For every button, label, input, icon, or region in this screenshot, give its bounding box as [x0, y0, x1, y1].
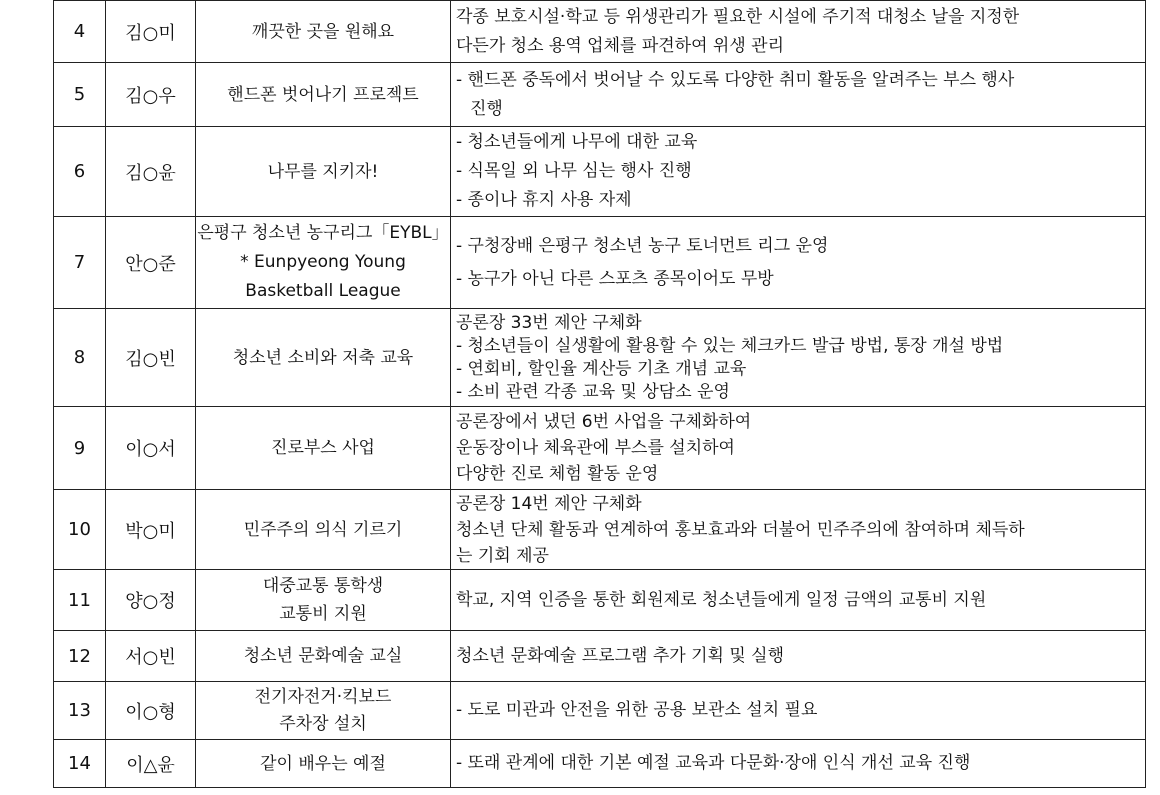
table-row [54, 490, 1146, 570]
proposal-description: - 또래 관계에 대한 기본 예절 교육과 다문화·장애 인식 개선 교육 진행 [451, 740, 1146, 788]
row-number: 12 [54, 631, 106, 682]
proposal-description: - 핸드폰 중독에서 벗어날 수 있도록 다양한 취미 활동을 알려주는 부스 행사 진행 [451, 63, 1146, 127]
table-row [54, 217, 1146, 309]
proposal-title: 은평구 청소년 농구리그「EYBL」 * Eunpyeong Young Basketball League [196, 217, 451, 309]
row-number: 7 [54, 217, 106, 309]
row-number: 10 [54, 490, 106, 570]
proposal-description: 공론장에서 냈던 6번 사업을 구체화하여 운동장이나 체육관에 부스를 설치하여 다양한 진로 체험 활동 운영 [451, 407, 1146, 490]
table-row [54, 63, 1146, 127]
row-number: 8 [54, 309, 106, 407]
proposal-table-container [53, 0, 1145, 788]
proposer-name: 양○정 [106, 570, 196, 631]
proposal-title: 같이 배우는 예절 [196, 740, 451, 788]
proposal-description: 공론장 14번 제안 구체화 청소년 단체 활동과 연계하여 홍보효과와 더불어 민주주의에 참여하며 체득하 는 기회 제공 [451, 490, 1146, 570]
proposer-name: 이△윤 [106, 740, 196, 788]
proposer-name: 안○준 [106, 217, 196, 309]
row-number: 13 [54, 682, 106, 740]
table-row [54, 740, 1146, 788]
proposer-name: 서○빈 [106, 631, 196, 682]
proposal-description: - 청소년들에게 나무에 대한 교육 - 식목일 외 나무 심는 행사 진행 - 종이나 휴지 사용 자제 [451, 127, 1146, 217]
proposal-title: 청소년 소비와 저축 교육 [196, 309, 451, 407]
proposer-name: 김○우 [106, 63, 196, 127]
table-row [54, 631, 1146, 682]
table-row [54, 407, 1146, 490]
table-row [54, 1, 1146, 63]
row-number: 6 [54, 127, 106, 217]
table-row [54, 127, 1146, 217]
proposal-title: 민주주의 의식 기르기 [196, 490, 451, 570]
proposal-title: 청소년 문화예술 교실 [196, 631, 451, 682]
proposal-description: 공론장 33번 제안 구체화 - 청소년들이 실생활에 활용할 수 있는 체크카드 발급 방법, 통장 개설 방법 - 연회비, 할인율 계산등 기초 개념 교육 - 소비 관련 각종 교육 및 상담소 운영 [451, 309, 1146, 407]
proposal-description: - 구청장배 은평구 청소년 농구 토너먼트 리그 운영 - 농구가 아닌 다른 스포츠 종목이어도 무방 [451, 217, 1146, 309]
row-number: 5 [54, 63, 106, 127]
proposal-title: 깨끗한 곳을 원해요 [196, 1, 451, 63]
proposal-title: 전기자전거·킥보드 주차장 설치 [196, 682, 451, 740]
row-number: 11 [54, 570, 106, 631]
table-row [54, 682, 1146, 740]
proposal-description: 학교, 지역 인증을 통한 회원제로 청소년들에게 일정 금액의 교통비 지원 [451, 570, 1146, 631]
row-number: 4 [54, 1, 106, 63]
proposer-name: 김○윤 [106, 127, 196, 217]
proposer-name: 이○형 [106, 682, 196, 740]
proposal-title: 핸드폰 벗어나기 프로젝트 [196, 63, 451, 127]
row-number: 9 [54, 407, 106, 490]
proposer-name: 김○빈 [106, 309, 196, 407]
proposal-description: - 도로 미관과 안전을 위한 공용 보관소 설치 필요 [451, 682, 1146, 740]
table-row [54, 309, 1146, 407]
proposer-name: 이○서 [106, 407, 196, 490]
proposal-description: 청소년 문화예술 프로그램 추가 기획 및 실행 [451, 631, 1146, 682]
table-row [54, 570, 1146, 631]
proposal-table [53, 0, 1146, 788]
proposal-title: 대중교통 통학생 교통비 지원 [196, 570, 451, 631]
proposal-title: 나무를 지키자! [196, 127, 451, 217]
proposal-description: 각종 보호시설·학교 등 위생관리가 필요한 시설에 주기적 대청소 날을 지정한 다든가 청소 용역 업체를 파견하여 위생 관리 [451, 1, 1146, 63]
row-number: 14 [54, 740, 106, 788]
proposal-title: 진로부스 사업 [196, 407, 451, 490]
proposer-name: 박○미 [106, 490, 196, 570]
proposer-name: 김○미 [106, 1, 196, 63]
